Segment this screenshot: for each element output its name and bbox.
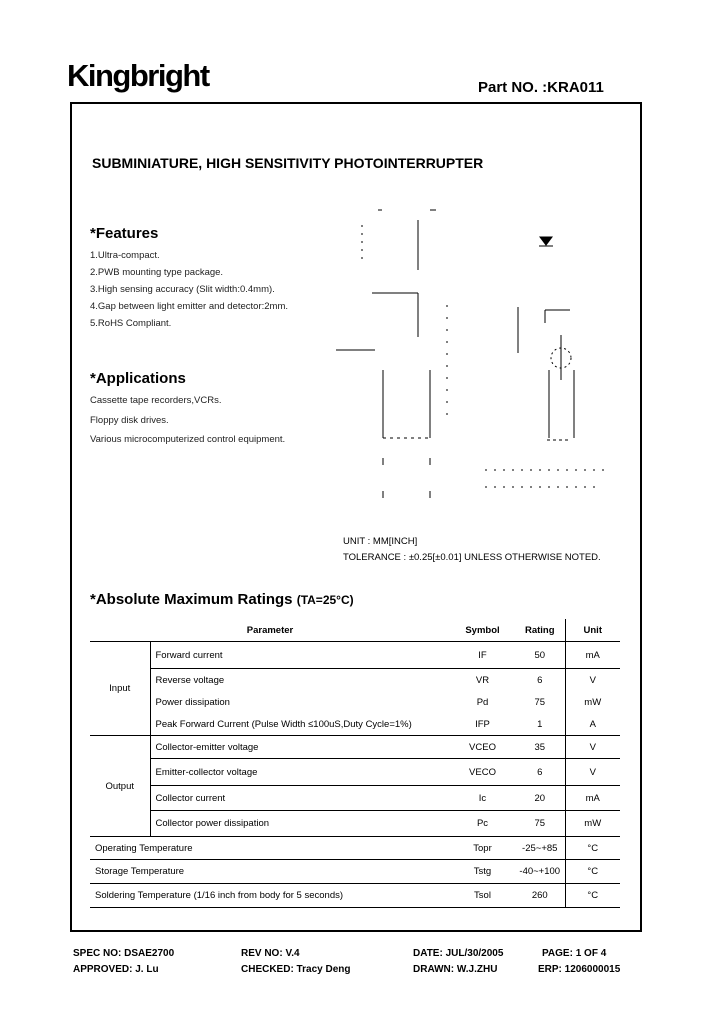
part-number: Part NO. :KRA011 [478,79,604,96]
symbol-cell: Tstg [450,860,515,884]
table-row [90,786,620,811]
symbol-cell: IFP [450,713,515,736]
unit-cell: mA [565,642,620,669]
unit-note: UNIT : MM[INCH] [343,536,418,547]
checked-by: CHECKED: Tracy Deng [241,964,351,975]
rating-cell: 260 [515,884,565,908]
table-row [90,860,620,884]
unit-cell: V [565,669,620,692]
header-unit: Unit [565,619,620,642]
table-row [90,759,620,786]
package-dimension-drawing [330,195,630,515]
header-symbol: Symbol [450,619,515,642]
param-cell: Collector-emitter voltage [150,736,450,759]
rating-cell: 35 [515,736,565,759]
table-row [90,884,620,908]
feature-item: 5.RoHS Compliant. [90,318,172,329]
unit-cell: A [565,713,620,736]
symbol-cell: VR [475,674,490,686]
unit-cell: mW [565,811,620,837]
rating-cell: 75 [534,696,546,708]
table-row [90,691,620,713]
ratings-condition: (TA=25°C) [296,593,354,607]
application-item: Various microcomputerized control equipment. [90,434,286,445]
param-cell: Soldering Temperature (1/16 inch from body for 5 seconds) [90,884,450,908]
applications-heading: *Applications [90,370,186,387]
group-output: Output [90,736,150,837]
table-row [90,642,620,669]
feature-item: 3.High sensing accuracy (Slit width:0.4mm). [90,284,275,295]
param-cell: Forward current [150,642,450,669]
param-cell: Reverse voltage [155,674,225,686]
symbol-cell: VECO [450,759,515,786]
application-item: Floppy disk drives. [90,415,169,426]
symbol-cell: Topr [450,837,515,860]
rating-cell: 20 [515,786,565,811]
rating-cell: 6 [537,674,543,686]
document-date: DATE: JUL/30/2005 [413,948,504,959]
rating-cell: 75 [515,811,565,837]
unit-cell: °C [565,860,620,884]
table-row [90,837,620,860]
application-item: Cassette tape recorders,VCRs. [90,395,222,406]
unit-cell: °C [565,837,620,860]
param-cell: Collector current [150,786,450,811]
rating-cell: 6 [515,759,565,786]
feature-item: 1.Ultra-compact. [90,250,160,261]
features-heading: *Features [90,225,159,242]
brand-logo: Kingbright [67,58,209,93]
revision-number: REV NO: V.4 [241,948,300,959]
param-cell: Storage Temperature [90,860,450,884]
symbol-cell: VCEO [450,736,515,759]
group-input: Input [90,642,150,736]
unit-cell: mA [565,786,620,811]
erp-number: ERP: 1206000015 [538,964,621,975]
absolute-maximum-ratings-table [90,619,620,908]
symbol-cell: IF [450,642,515,669]
table-row [90,811,620,837]
param-cell: Peak Forward Current (Pulse Width ≤100uS,Duty Cycle=1%) [150,713,450,736]
rating-cell: 50 [515,642,565,669]
unit-cell: mW [565,691,620,713]
tolerance-note: TOLERANCE : ±0.25[±0.01] UNLESS OTHERWISE NOTED. [343,552,601,563]
header-parameter: Parameter [90,619,450,642]
param-cell: Power dissipation [155,696,230,708]
symbol-cell: Ic [450,786,515,811]
table-row [90,669,620,692]
document-title: SUBMINIATURE, HIGH SENSITIVITY PHOTOINTERRUPTER [92,155,484,171]
unit-cell: °C [565,884,620,908]
param-cell: Emitter-collector voltage [150,759,450,786]
ratings-heading [90,591,354,608]
param-cell: Collector power dissipation [150,811,450,837]
unit-cell: V [565,759,620,786]
table-header-row [90,619,620,642]
page-number: PAGE: 1 OF 4 [542,948,607,959]
spec-number: SPEC NO: DSAE2700 [73,948,175,959]
feature-item: 2.PWB mounting type package. [90,267,224,278]
table-row [90,713,620,736]
header-rating: Rating [515,619,565,642]
feature-item: 4.Gap between light emitter and detector:2mm. [90,301,289,312]
symbol-cell: Pc [450,811,515,837]
approved-by: APPROVED: J. Lu [73,964,159,975]
rating-cell: 1 [515,713,565,736]
param-cell: Operating Temperature [90,837,450,860]
ratings-heading-text: *Absolute Maximum Ratings [90,591,293,608]
drawn-by: DRAWN: W.J.ZHU [413,964,498,975]
table-row [90,736,620,759]
symbol-cell: Tsol [450,884,515,908]
symbol-cell: Pd [476,696,489,708]
rating-cell: -40~+100 [515,860,565,884]
rating-cell: -25~+85 [515,837,565,860]
unit-cell: V [565,736,620,759]
